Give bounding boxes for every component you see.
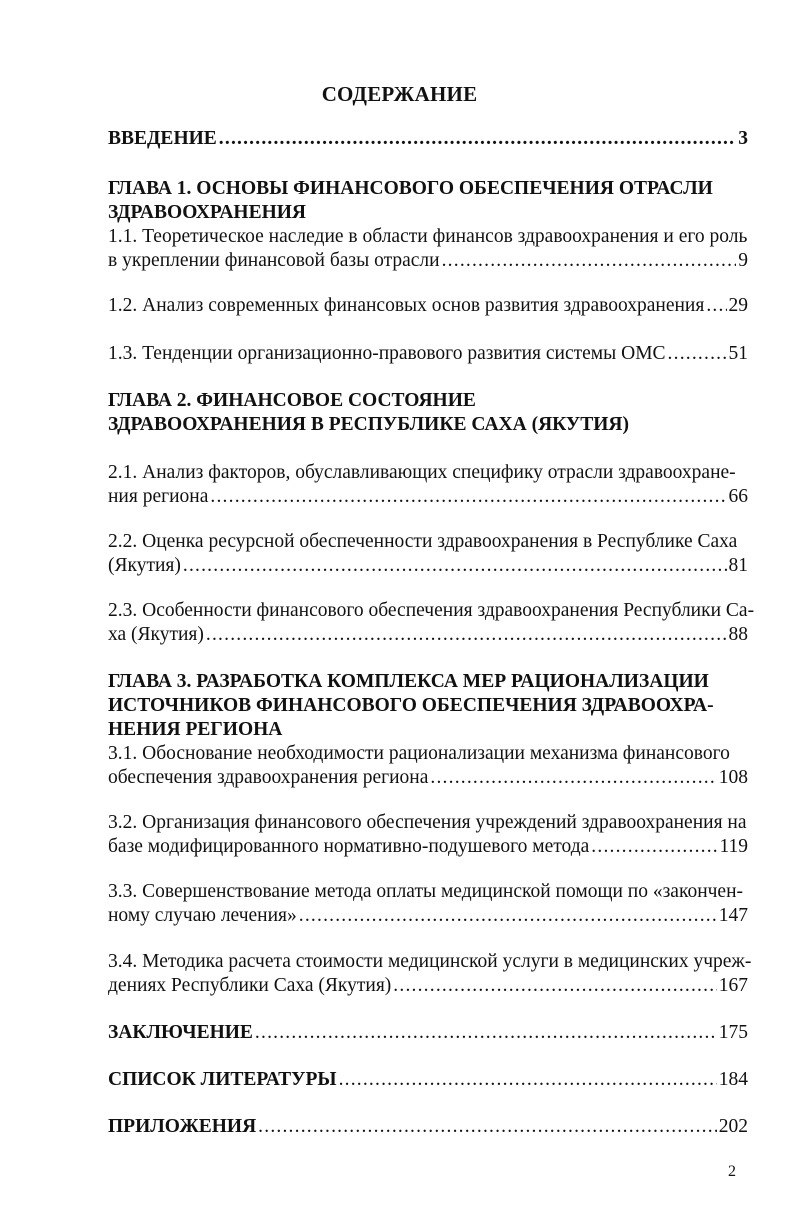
section-3-3-line-1[interactable]: 3.3. Совершенствование метода оплаты медицинской помощи по «закончен- [108, 881, 744, 902]
dot-leader [668, 342, 727, 366]
toc-entry-references[interactable]: СПИСОК ЛИТЕРАТУРЫ ..... 184 [108, 1068, 748, 1092]
toc-entry-page: 66 [728, 486, 748, 507]
chapter-3-title-line-1[interactable]: ГЛАВА 3. РАЗРАБОТКА КОМПЛЕКСА МЕР РАЦИОНАЛИЗАЦИИ [108, 671, 709, 692]
toc-entry-page: 51 [728, 343, 748, 364]
section-2-3[interactable]: ха (Якутия) ..... 88 [108, 623, 748, 647]
dot-leader [591, 835, 717, 859]
toc-entry-page: 81 [728, 555, 748, 576]
toc-entry-page: 3 [738, 128, 748, 149]
toc-entry-page: 108 [718, 767, 748, 788]
section-1-1-line-1[interactable]: 1.1. Теоретическое наследие в области финансов здравоохранения и его роль [108, 226, 748, 247]
section-2-2-line-1[interactable]: 2.2. Оценка ресурсной обеспеченности здравоохранения в Республике Саха [108, 531, 738, 552]
toc-entry-page: 29 [728, 295, 748, 316]
dot-leader [339, 1068, 717, 1092]
chapter-3-title-line-2[interactable]: ИСТОЧНИКОВ ФИНАНСОВОГО ОБЕСПЕЧЕНИЯ ЗДРАВООХРА- [108, 695, 714, 716]
dot-leader [183, 554, 727, 578]
toc-heading: СОДЕРЖАНИЕ [321, 82, 478, 106]
section-2-2[interactable]: (Якутия) ..... 81 [108, 554, 748, 578]
section-1-1[interactable]: в укреплении финансовой базы отрасли ..... 9 [108, 249, 748, 273]
section-3-4[interactable]: дениях Республики Саха (Якутия) ..... 167 [108, 974, 748, 998]
dot-leader [393, 974, 716, 998]
dot-leader [219, 127, 736, 151]
chapter-2-title-line-1[interactable]: ГЛАВА 2. ФИНАНСОВОЕ СОСТОЯНИЕ [108, 390, 476, 411]
section-3-4-line-1[interactable]: 3.4. Методика расчета стоимости медицинской услуги в медицинских учреж- [108, 951, 752, 972]
toc-entry-conclusion[interactable]: ЗАКЛЮЧЕНИЕ ..... 175 [108, 1021, 748, 1045]
section-1-2[interactable]: 1.2. Анализ современных финансовых основ развития здравоохранения ..... 29 [108, 294, 748, 318]
dot-leader [706, 294, 726, 318]
dot-leader [299, 904, 717, 928]
dot-leader [206, 623, 727, 647]
chapter-3-title-line-3[interactable]: НЕНИЯ РЕГИОНА [108, 719, 283, 740]
toc-entry-label: ВВЕДЕНИЕ [108, 128, 217, 149]
toc-entry-page: 202 [718, 1116, 748, 1137]
section-2-1[interactable]: ния региона ..... 66 [108, 485, 748, 509]
toc-entry-page: 9 [738, 250, 748, 271]
section-2-3-line-1[interactable]: 2.3. Особенности финансового обеспечения здравоохранения Республики Са- [108, 600, 755, 621]
toc-entry-intro[interactable] [108, 127, 748, 151]
chapter-2-title-line-2[interactable]: ЗДРАВООХРАНЕНИЯ В РЕСПУБЛИКЕ САХА (ЯКУТИЯ) [108, 414, 629, 435]
dot-leader [258, 1115, 717, 1139]
toc-entry-page: 175 [718, 1022, 748, 1043]
section-3-1-line-1[interactable]: 3.1. Обоснование необходимости рационализации механизма финансового [108, 743, 730, 764]
section-3-3[interactable]: ному случаю лечения» ..... 147 [108, 904, 748, 928]
toc-entry-page: 119 [719, 836, 748, 857]
toc-entry-page: 88 [728, 624, 748, 645]
dot-leader [442, 249, 737, 273]
section-3-2-line-1[interactable]: 3.2. Организация финансового обеспечения учреждений здравоохранения на [108, 812, 747, 833]
dot-leader [430, 766, 716, 790]
section-2-1-line-1[interactable]: 2.1. Анализ факторов, обуславливающих специфику отрасли здравоохране- [108, 462, 736, 483]
toc-entry-page: 147 [718, 905, 748, 926]
dot-leader [255, 1021, 717, 1045]
toc-entry-appendices[interactable]: ПРИЛОЖЕНИЯ ..... 202 [108, 1115, 748, 1139]
toc-entry-page: 167 [718, 975, 748, 996]
toc-entry-page: 184 [718, 1069, 748, 1090]
section-3-1[interactable]: обеспечения здравоохранения региона ..... 108 [108, 766, 748, 790]
section-1-3[interactable]: 1.3. Тенденции организационно-правового развития системы ОМС ..... 51 [108, 342, 748, 366]
section-3-2[interactable]: базе модифицированного нормативно-подушевого метода ..... 119 [108, 835, 748, 859]
dot-leader [210, 485, 726, 509]
chapter-1-title-line-2[interactable]: ЗДРАВООХРАНЕНИЯ [108, 202, 307, 223]
chapter-1-title-line-1[interactable]: ГЛАВА 1. ОСНОВЫ ФИНАНСОВОГО ОБЕСПЕЧЕНИЯ ОТРАСЛИ [108, 178, 713, 199]
page-number: 2 [728, 1163, 736, 1180]
